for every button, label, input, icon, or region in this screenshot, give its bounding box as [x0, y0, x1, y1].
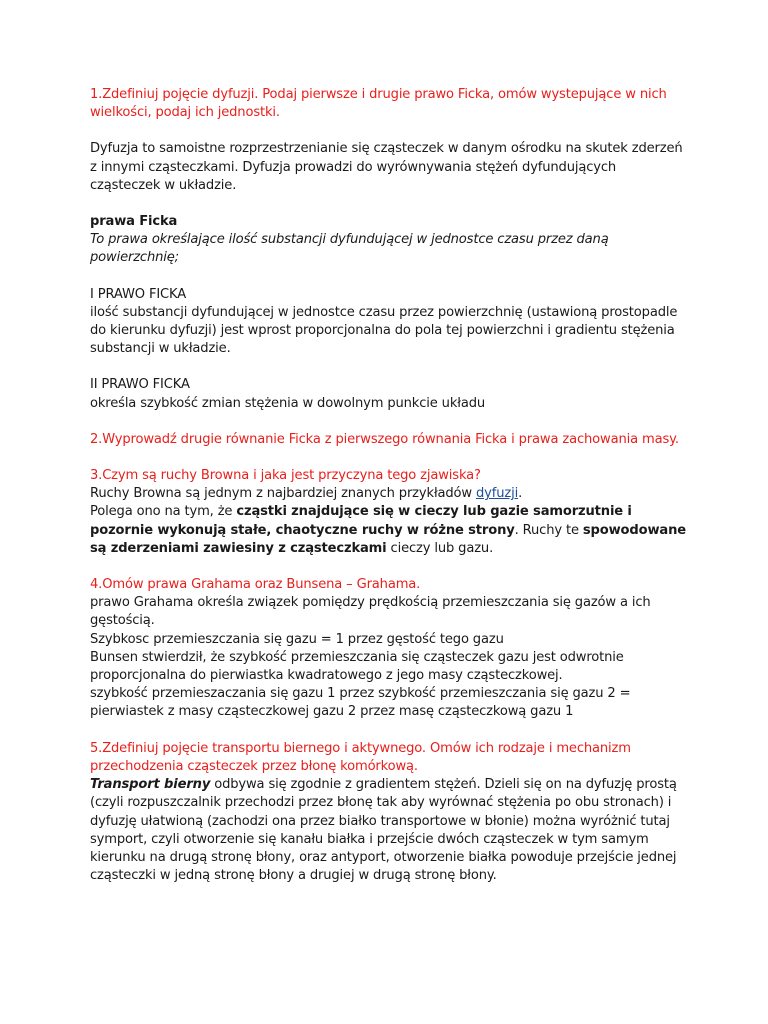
question-2: 2.Wyprowadź drugie równanie Ficka z pierwszego równania Ficka i prawa zachowania masy.	[90, 431, 679, 447]
brownian-explanation	[90, 503, 690, 558]
graham-formula-text: Szybkosc przemieszczania się gazu = 1 przez gęstość tego gazu	[90, 631, 504, 647]
brownian-expl-e: cieczy lub gazu.	[386, 540, 494, 556]
passive-transport-body: odbywa się zgodnie z gradientem stężeń. Dzieli się on na dyfuzję prostą (czyli rozpuszczalnik przechodzi przez błonę tak aby wyrównać stężenia po obu stronach) i dyfuzję ułatwioną (zachodzi ona przez białko transportowe w błonie) można wyróżnić tutaj symport, czyli otworzenie się kanału białka i przejście dwóch cząsteczek w tym samym kierunku na drugą stronę błony, oraz antyport, otworzenie białka powoduje przejście jednej cząsteczki w jedną stronę błony a drugiej w drugą stronę błony.	[90, 777, 677, 884]
brownian-intro-text: Ruchy Browna są jednym z najbardziej znanych przykładów	[90, 486, 476, 502]
graham-law-text: prawo Grahama określa związek pomiędzy prędkością przemieszczania się gazów a ich gęstością.	[90, 595, 651, 629]
bunsen-text: Bunsen stwierdził, że szybkość przemieszczania się cząsteczek gazu jest odwrotnie proporcjonalna do pierwiastka kwadratowego z jego masy cząsteczkowej.	[90, 649, 624, 684]
brownian-expl-b: cząstki znajdujące się w cieczy lub gazie samorzutnie i pozornie wykonują stałe, chaotyczne ruchy w różne strony	[90, 504, 632, 538]
diffusion-link[interactable]: dyfuzji	[475, 486, 519, 502]
document-content	[90, 86, 690, 885]
question-1: 1.Zdefiniuj pojęcie dyfuzji. Podaj pierwsze i drugie prawo Ficka, omów wystepujące w nich wielkości, podaj ich jednostki.	[90, 87, 667, 121]
question-5: 5.Zdefiniuj pojęcie transportu biernego i aktywnego. Omów ich rodzaje i mechanizm przechodzenia cząsteczek przez błonę komórkową.	[90, 740, 631, 774]
passive-transport-term: Transport bierny	[90, 777, 211, 793]
brownian-intro	[90, 485, 690, 503]
fick-laws-intro: To prawa określające ilość substancji dyfundującej w jednostce czasu przez daną powierzchnię;	[90, 232, 609, 266]
question-4: 4.Omów prawa Grahama oraz Bunsena – Grahama.	[90, 577, 421, 593]
brownian-expl-d: spowodowane są zderzeniami zawiesiny z cząsteczkami	[90, 522, 686, 556]
fick-law-2-text: określa szybkość zmian stężenia w dowolnym punkcie układu	[90, 395, 486, 411]
fick-law-1-title: I PRAWO FICKA	[90, 286, 187, 302]
fick-law-1-text: ilość substancji dyfundującej w jednostce czasu przez powierzchnię (ustawioną prostopadle do kierunku dyfuzji) jest wprost proporcjonalna do pola tej powierzchni i gradientu stężenia substancji w układzie.	[90, 304, 678, 357]
diffusion-definition: Dyfuzja to samoistne rozprzestrzenianie się cząsteczek w danym ośrodku na skutek zderzeń z innymi cząsteczkami. Dyfuzja prowadzi do wyrównywania stężeń dyfundujących cząsteczek w układzie.	[90, 141, 683, 193]
brownian-expl-a: Polega ono na tym, że	[90, 504, 237, 520]
brownian-expl-c: . Ruchy te	[514, 522, 583, 538]
passive-transport-text	[90, 776, 690, 885]
fick-law-2-title: II PRAWO FICKA	[90, 377, 190, 393]
bunsen-formula-text: szybkość przemieszaczania się gazu 1 przez szybkość przemieszczania się gazu 2 = pierwiastek z masy cząsteczkowej gazu 2 przez masę cząsteczkową gazu 1	[90, 686, 631, 720]
fick-laws-heading: prawa Ficka	[90, 214, 178, 230]
brownian-intro-end: .	[518, 486, 523, 502]
question-3: 3.Czym są ruchy Browna i jaka jest przyczyna tego zjawiska?	[90, 468, 481, 484]
